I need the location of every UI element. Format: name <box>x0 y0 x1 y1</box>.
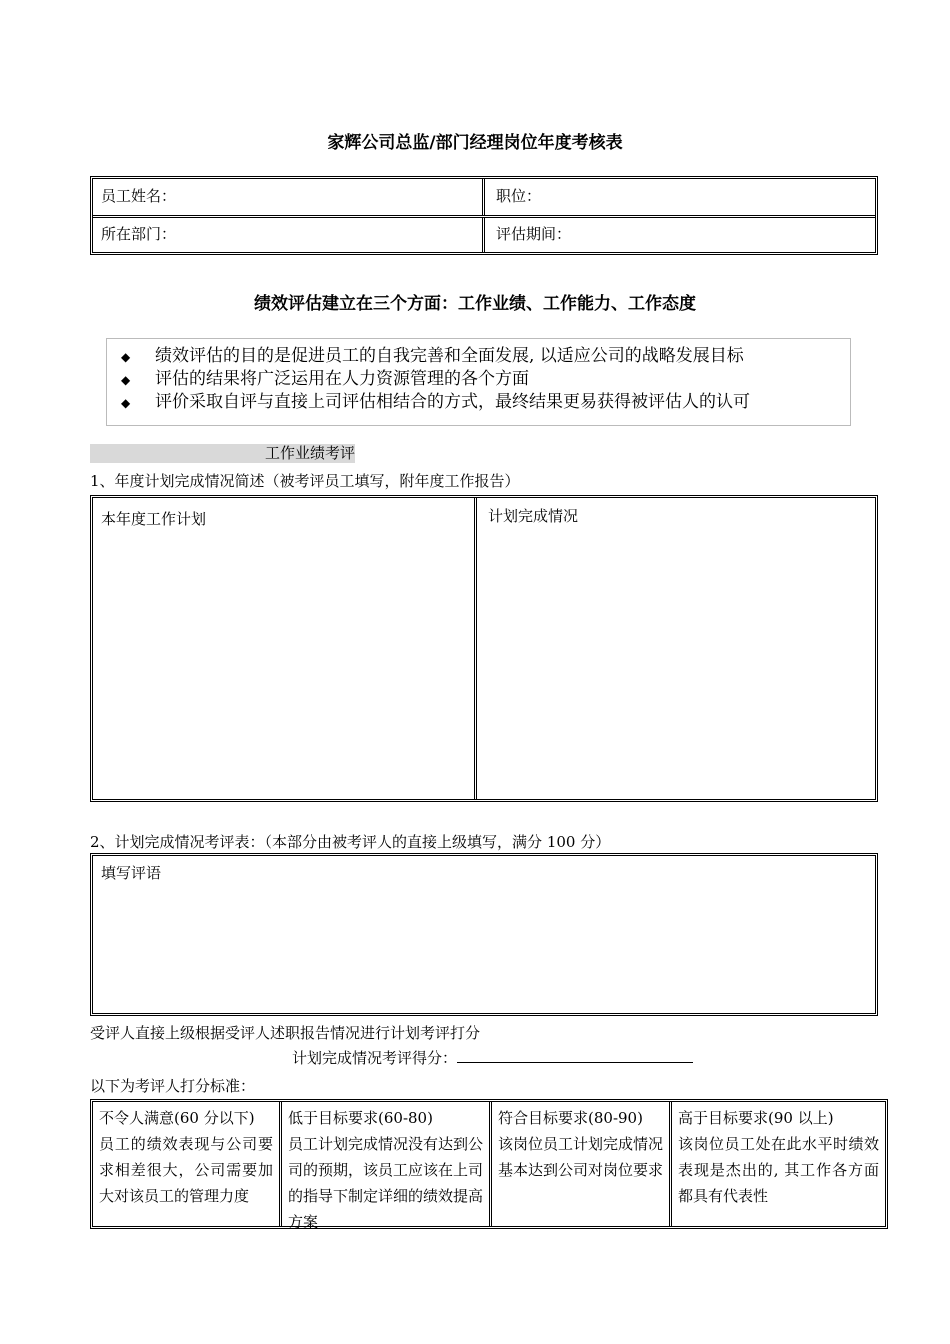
standard-heading: 高于目标要求(90 以上) <box>678 1109 834 1127</box>
standard-description: 员工的绩效表现与公司要求相差很大，公司需要加大对该员工的管理力度 <box>99 1135 273 1205</box>
department-field[interactable]: 所在部门： <box>93 217 485 253</box>
section-header-performance <box>90 444 355 463</box>
position-field[interactable]: 职位： <box>496 187 542 205</box>
evaluation-period-field[interactable]: 评估期间： <box>496 225 572 243</box>
info-row <box>93 217 875 253</box>
plan-completion-field[interactable]: 计划完成情况 <box>488 507 579 525</box>
standard-exceeds-target <box>669 1102 885 1226</box>
diamond-bullet-icon: ◆ <box>121 373 131 387</box>
comment-field[interactable]: 填写评语 <box>90 853 878 1016</box>
diamond-bullet-icon: ◆ <box>121 350 131 364</box>
info-row <box>93 179 875 218</box>
question-1-label: 1、年度计划完成情况简述（被考评员工填写，附年度工作报告） <box>90 472 520 490</box>
standard-heading: 符合目标要求(80-90) <box>498 1109 643 1127</box>
scoring-note: 受评人直接上级根据受评人述职报告情况进行计划考评打分 <box>90 1024 481 1042</box>
work-plan-field[interactable]: 本年度工作计划 <box>93 498 477 799</box>
employee-name-field[interactable]: 员工姓名： <box>93 179 485 215</box>
list-item: ◆ 绩效评估的目的是促进员工的自我完善和全面发展, 以适应公司的战略发展目标 <box>121 345 850 368</box>
question-2-label: 2、计划完成情况考评表：（本部分由被考评人的直接上级填写，满分 100 分） <box>90 833 611 851</box>
standard-description: 员工计划完成情况没有达到公司的预期，该员工应该在上司的指导下制定详细的绩效提高方案 <box>288 1135 484 1231</box>
scoring-standards-table <box>90 1099 888 1229</box>
bullet-list <box>106 338 851 426</box>
standard-description: 该岗位员工处在此水平时绩效表现是杰出的, 其工作各方面都具有代表性 <box>678 1135 879 1205</box>
score-label: 计划完成情况考评得分： <box>292 1049 458 1067</box>
standard-unsatisfactory <box>93 1102 279 1226</box>
standard-meets-target <box>489 1102 669 1226</box>
standard-description: 该岗位员工计划完成情况基本达到公司对岗位要求 <box>498 1135 664 1179</box>
diamond-bullet-icon: ◆ <box>121 396 131 410</box>
list-item: ◆ 评估的结果将广泛运用在人力资源管理的各个方面 <box>121 368 850 391</box>
section-subtitle: 绩效评估建立在三个方面：工作业绩、工作能力、工作态度 <box>254 294 696 314</box>
score-input[interactable] <box>457 1048 693 1063</box>
page-title: 家辉公司总监/部门经理岗位年度考核表 <box>327 133 623 153</box>
standards-label: 以下为考评人打分标准： <box>90 1077 256 1095</box>
annual-plan-table <box>90 495 878 802</box>
score-line <box>292 1047 693 1068</box>
standard-heading: 不令人满意(60 分以下) <box>99 1109 255 1127</box>
section-header-label: 工作业绩考评 <box>264 444 355 462</box>
standard-heading: 低于目标要求(60-80) <box>288 1109 433 1127</box>
standard-below-target <box>279 1102 489 1231</box>
employee-info-table <box>90 176 878 255</box>
list-item: ◆ 评价采取自评与直接上司评估相结合的方式，最终结果更易获得被评估人的认可 <box>121 391 850 414</box>
